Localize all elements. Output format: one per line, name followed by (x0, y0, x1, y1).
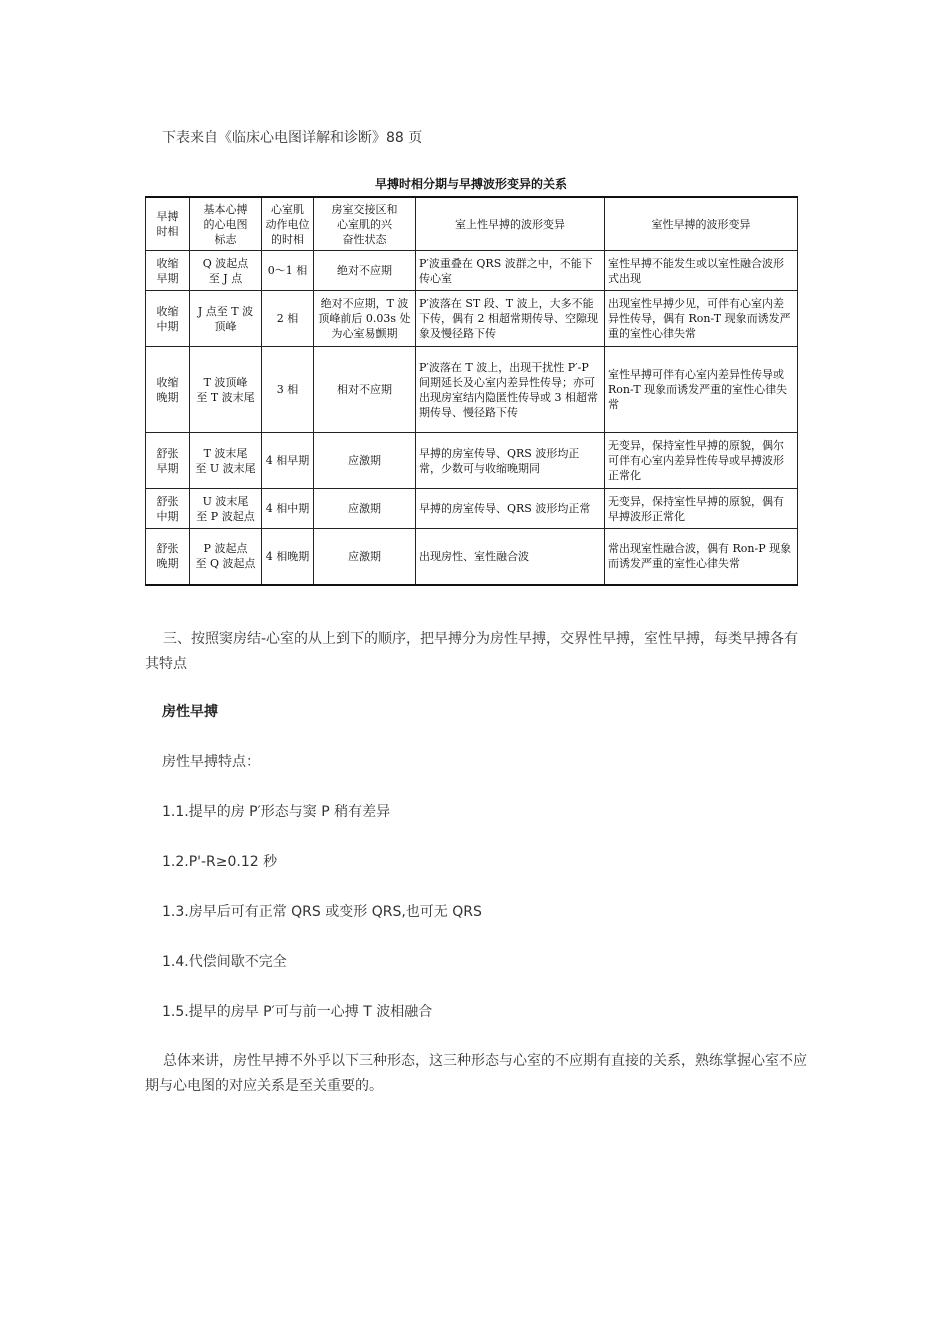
table-cell: T 波末尾 至 U 波末尾 (190, 433, 262, 489)
source-note: 下表来自《临床心电图详解和诊断》88 页 (162, 130, 423, 146)
table-cell: 0～1 相 (262, 251, 314, 291)
table-cell: U 波末尾 至 P 波起点 (190, 489, 262, 529)
table-header-row (146, 197, 798, 251)
table-header-cell: 室性早搏的波形变异 (605, 197, 798, 251)
table-cell: P′波落在 ST 段、T 波上，大多不能下传，偶有 2 相超常期传导、空隙现象及慢径路下传 (416, 291, 605, 347)
table-cell: 应激期 (314, 489, 416, 529)
table-cell: 室性早搏不能发生或以室性融合波形式出现 (605, 251, 798, 291)
table-cell: 舒张 中期 (146, 489, 190, 529)
list-item: 1.3.房早后可有正常 QRS 或变形 QRS,也可无 QRS (162, 904, 482, 920)
table-cell: 3 相 (262, 347, 314, 433)
table-cell: 室性早搏可伴有心室内差异性传导或 Ron-T 现象而诱发严重的室性心律失常 (605, 347, 798, 433)
table-row (146, 489, 798, 529)
features-label: 房性早搏特点： (162, 754, 260, 770)
table-cell: Q 波起点 至 J 点 (190, 251, 262, 291)
table-cell: 应激期 (314, 529, 416, 585)
table-cell: 2 相 (262, 291, 314, 347)
table-cell: 4 相晚期 (262, 529, 314, 585)
table-cell: 常出现室性融合波，偶有 Ron-P 现象而诱发严重的室性心律失常 (605, 529, 798, 585)
table-header-cell: 室上性早搏的波形变异 (416, 197, 605, 251)
table-cell: 舒张 早期 (146, 433, 190, 489)
table-figure (145, 172, 797, 582)
table-row (146, 291, 798, 347)
table-row (146, 251, 798, 291)
table-header-cell: 心室肌 动作电位 的时相 (262, 197, 314, 251)
table-cell: P′波落在 T 波上，出现干扰性 P′-P 间期延长及心室内差异性传导；亦可出现房室结内隐匿性传导或 3 相超常期传导、慢径路下传 (416, 347, 605, 433)
phase-table (145, 196, 798, 586)
table-header-cell: 房室交接区和 心室肌的兴 奋性状态 (314, 197, 416, 251)
intro-paragraph: 三、按照窦房结-心室的从上到下的顺序，把早搏分为房性早搏，交界性早搏，室性早搏，每类早搏各有其特点 (145, 631, 799, 672)
list-item: 1.4.代偿间歇不完全 (162, 954, 287, 970)
table-cell: T 波顶峰 至 T 波末尾 (190, 347, 262, 433)
section-heading: 房性早搏 (162, 704, 218, 720)
table-header-cell: 早搏 时相 (146, 197, 190, 251)
list-item: 1.5.提早的房早 P′可与前一心搏 T 波相融合 (162, 1004, 433, 1020)
list-item: 1.2.P'-R≥0.12 秒 (162, 854, 278, 870)
table-cell: 早搏的房室传导、QRS 波形均正常 (416, 489, 605, 529)
table-cell: 相对不应期 (314, 347, 416, 433)
table-row (146, 433, 798, 489)
table-cell: J 点至 T 波 顶峰 (190, 291, 262, 347)
table-cell: 4 相中期 (262, 489, 314, 529)
table-cell: P 波起点 至 Q 波起点 (190, 529, 262, 585)
table-title: 早搏时相分期与早搏波形变异的关系 (374, 177, 567, 191)
table-cell: 收缩 中期 (146, 291, 190, 347)
table-cell: 绝对不应期，T 波顶峰前后 0.03s 处为心室易颤期 (314, 291, 416, 347)
table-cell: 收缩 早期 (146, 251, 190, 291)
table-cell: 绝对不应期 (314, 251, 416, 291)
table-cell: 无变异，保持室性早搏的原貌，偶尔可伴有心室内差异性传导或早搏波形正常化 (605, 433, 798, 489)
list-item: 1.1.提早的房 P′形态与窦 P 稍有差异 (162, 804, 391, 820)
table-cell: 无变异，保持室性早搏的原貌，偶有早搏波形正常化 (605, 489, 798, 529)
table-cell: 收缩 晚期 (146, 347, 190, 433)
table-header-cell: 基本心搏 的心电图 标志 (190, 197, 262, 251)
table-cell: P′波重叠在 QRS 波群之中，不能下传心室 (416, 251, 605, 291)
closing-paragraph: 总体来讲，房性早搏不外乎以下三种形态，这三种形态与心室的不应期有直接的关系，熟练掌握心室不应期与心电图的对应关系是至关重要的。 (145, 1053, 807, 1094)
table-cell: 4 相早期 (262, 433, 314, 489)
table-cell: 舒张 晚期 (146, 529, 190, 585)
table-cell: 出现房性、室性融合波 (416, 529, 605, 585)
table-row (146, 347, 798, 433)
table-cell: 应激期 (314, 433, 416, 489)
table-cell: 早搏的房室传导、QRS 波形均正常，少数可与收缩晚期同 (416, 433, 605, 489)
table-row (146, 529, 798, 585)
table-cell: 出现室性早搏少见，可伴有心室内差异性传导，偶有 Ron-T 现象而诱发严重的室性心律失常 (605, 291, 798, 347)
